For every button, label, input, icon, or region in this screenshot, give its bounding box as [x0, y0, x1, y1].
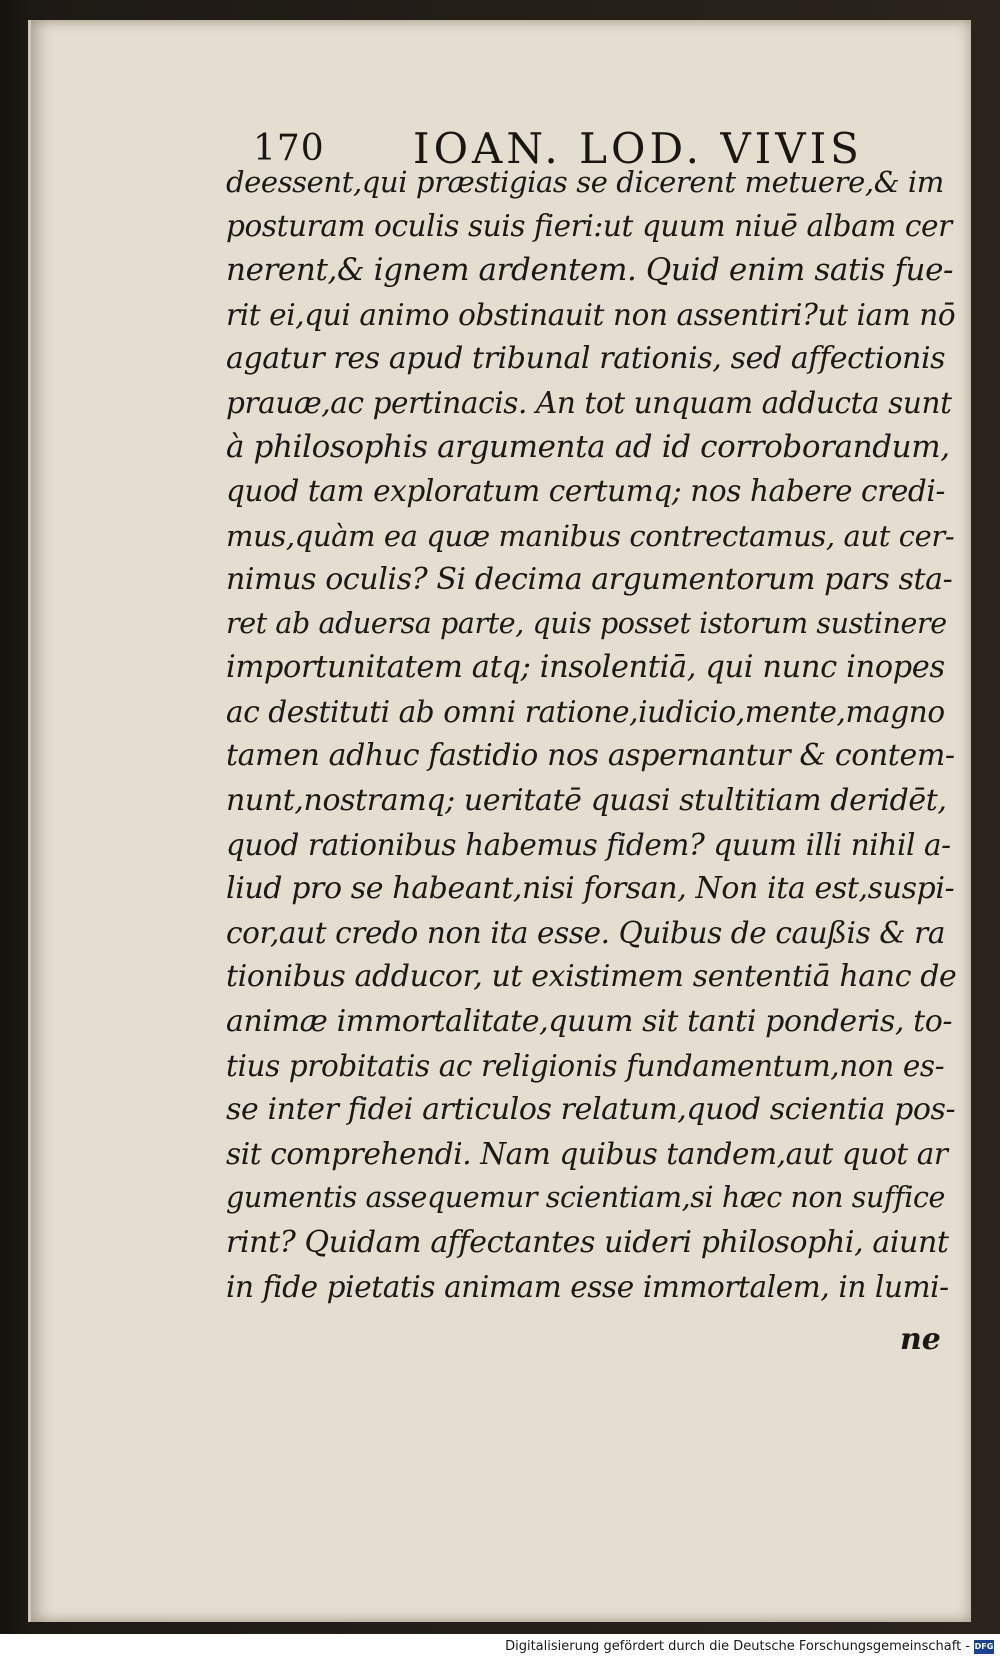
body-text: [226, 160, 956, 1309]
text-line: se inter fidei articulos relatum,quod scientia pos-: [226, 1091, 956, 1127]
dfg-logo-icon: DFG: [974, 1640, 994, 1654]
text-line: sit comprehendi. Nam quibus tandem,aut quot ar: [226, 1137, 948, 1172]
text-line: importunitatem atq; insolentiā, qui nunc inopes: [226, 650, 945, 686]
text-line: agatur res apud tribunal rationis, sed affectionis: [226, 340, 946, 376]
text-line: rint? Quidam affectantes uideri philosophi, aiunt: [226, 1224, 949, 1260]
text-line: quod tam exploratum certumq; nos habere credi-: [226, 474, 945, 509]
text-line: à philosophis argumenta ad id corroborandum,: [226, 429, 950, 466]
text-line: ret ab aduersa parte, quis posset istorum sustinere: [226, 606, 947, 640]
funding-note: Digitalisierung gefördert durch die Deutsche Forschungsgemeinschaft -: [505, 1639, 970, 1654]
text-line: tius probitatis ac religionis fundamentum,non es-: [226, 1048, 945, 1083]
text-line: animæ immortalitate,quum sit tanti ponderis, to-: [226, 1003, 953, 1039]
running-title: IOAN. LOD. VIVIS: [413, 124, 863, 173]
text-line: gumentis assequemur scientiam,si hæc non suffice: [226, 1181, 946, 1215]
page-number: 170: [253, 128, 325, 169]
text-line: quod rationibus habemus fidem? quum illi nihil a-: [226, 827, 951, 862]
text-line: tamen adhuc fastidio nos aspernantur & contem-: [226, 738, 955, 774]
text-line: liud pro se habeant,nisi forsan, Non ita est,suspi-: [226, 871, 955, 906]
catchword: ne: [900, 1322, 941, 1357]
text-line: nimus oculis? Si decima argumentorum pars sta-: [226, 561, 953, 597]
text-line: mus,quàm ea quæ manibus contrectamus, aut cer-: [226, 518, 955, 553]
text-line: posturam oculis suis fieri:ut quum niuē albam cer: [226, 209, 952, 244]
text-line: nerent,& ignem ardentem. Quid enim satis fue-: [226, 252, 954, 289]
text-line: deessent,qui præstigias se dicerent metuere,& im: [226, 165, 944, 199]
footer-bar: [0, 1634, 1000, 1661]
text-line: rit ei,qui animo obstinauit non assentiri?ut iam nō: [226, 297, 956, 332]
text-line: prauæ,ac pertinacis. An tot unquam adducta sunt: [226, 385, 952, 420]
text-line: ac destituti ab omni ratione,iudicio,mente,magno: [226, 695, 945, 730]
text-line: in fide pietatis animam esse immortalem, in lumi-: [226, 1269, 949, 1304]
text-line: tionibus adducor, ut existimem sententiā hanc de: [226, 959, 957, 995]
text-line: nunt,nostramq; ueritatē quasi stultitiam deridēt,: [226, 782, 947, 818]
text-line: cor,aut credo non ita esse. Quibus de caußis & ra: [226, 916, 946, 951]
